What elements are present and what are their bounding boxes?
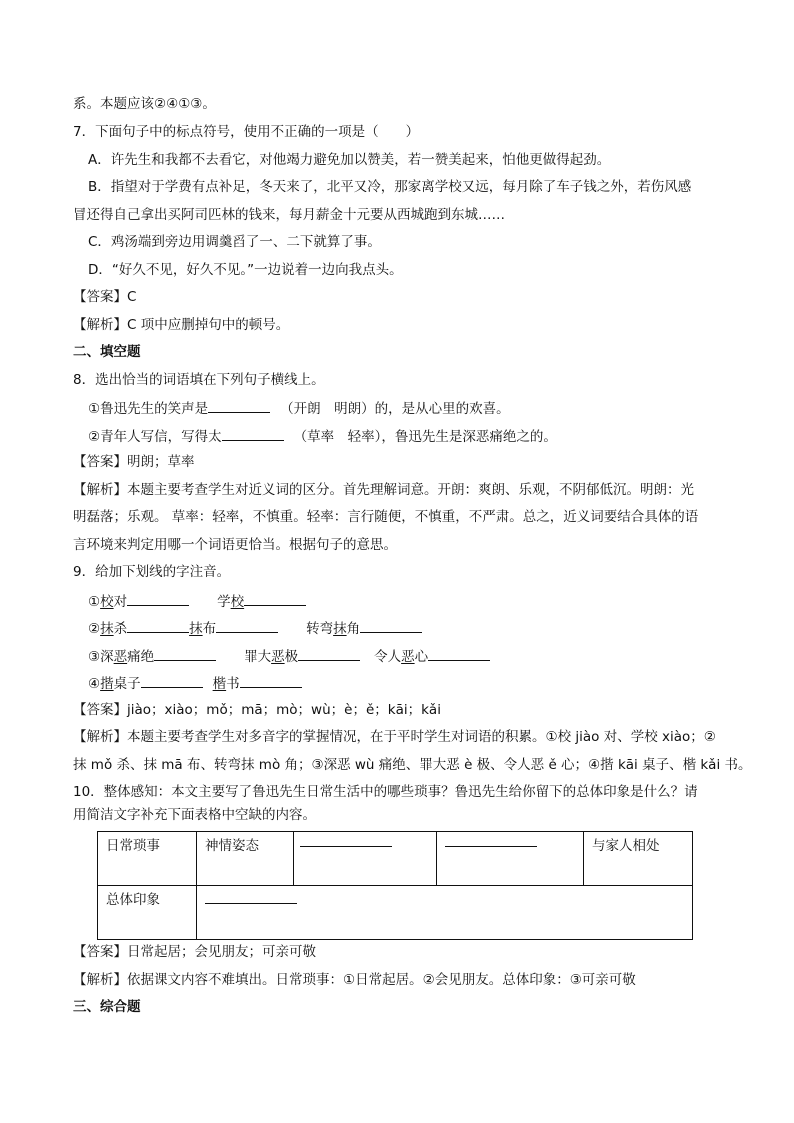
q9-blank	[141, 673, 203, 688]
blank-answer-line	[300, 846, 392, 847]
blank-answer-line	[445, 846, 537, 847]
q9-stem: 9．给加下划线的字注音。	[73, 564, 231, 580]
q9-blank	[240, 673, 302, 688]
table-cell	[584, 832, 693, 886]
q8-blank-1	[208, 398, 270, 413]
q9-blank	[244, 591, 306, 606]
q9-r1-w2-pre: 学	[217, 594, 231, 610]
q9-r4-w1-post: 桌子	[113, 676, 141, 692]
q8-analysis-line1: 【解析】本题主要考查学生对近义词的区分。首先理解词意。开朗：爽朗、乐观，不阴郁低沉。明朗：光	[73, 482, 694, 498]
q9-r1-w1-underlined: 校	[100, 594, 114, 610]
q9-row-1	[88, 591, 306, 611]
q9-r3-w1-post: 痛绝	[127, 649, 155, 665]
q8-stem: 8．选出恰当的词语填在下列句子横线上。	[73, 372, 325, 388]
q8-analysis-line2: 明磊落；乐观。 草率：轻率，不慎重。轻率：言行随便，不慎重，不严肃。总之，近义词要结合具体的语	[73, 509, 699, 525]
q9-r3-w1-pre: ③深	[88, 649, 114, 665]
q9-r1-w1-post: 对	[113, 594, 128, 610]
q9-r1-w2-underlined: 校	[230, 594, 245, 610]
q8-analysis-line3: 言环境来判定用哪一个词语更恰当。根据句子的意思。	[73, 537, 397, 553]
q9-blank	[154, 646, 216, 661]
q9-r2-w1-underlined: 抹	[100, 621, 114, 637]
q9-r3-w2-post: 极	[284, 649, 299, 665]
q10-stem-line1: 10．整体感知：本文主要写了鲁迅先生日常生活中的哪些琐事？鲁迅先生给你留下的总体印象是什么？请	[73, 784, 698, 800]
q9-analysis-line2: 抹 mǒ 杀、抹 mā 布、转弯抹 mò 角；③深恶 wù 痛绝、罪大恶 è 极、令人恶 ě 心；④揩 kāi 桌子、楷 kǎi 书。	[73, 757, 752, 773]
q9-r4-w1-pre: ④	[88, 676, 101, 692]
q8-answer: 【答案】明朗；草率	[73, 454, 195, 470]
q9-r3-w1-underlined: 恶	[113, 649, 128, 665]
q8-s1-prefix: ①鲁迅先生的笑声是	[88, 401, 209, 417]
q9-r2-w2-underlined: 抹	[189, 621, 203, 637]
section-2-title: 二、填空题	[73, 344, 141, 360]
q9-row-2	[88, 618, 422, 638]
q7-option-d: D．“好久不见，好久不见。”一边说着一边向我点头。	[88, 262, 403, 278]
q9-blank	[298, 646, 360, 661]
row2-header: 总体印象	[106, 892, 160, 908]
q9-blank	[127, 618, 189, 633]
table-cell	[197, 832, 294, 886]
table-cell	[437, 832, 584, 886]
q9-r3-w3-post: 心	[414, 649, 429, 665]
q7-option-c: C．鸡汤端到旁边用调羹舀了一、二下就算了事。	[88, 234, 381, 250]
row1-header: 日常琐事	[106, 838, 160, 854]
q9-r1-w1-pre: ①	[88, 594, 101, 610]
row1-cell-4: 与家人相处	[592, 838, 660, 854]
q9-r2-w3-pre: 转弯	[306, 621, 334, 637]
table-row	[98, 886, 693, 940]
q8-s2-prefix: ②青年人写信，写得太	[88, 429, 222, 445]
q7-option-b-line2: 冒还得自己拿出买阿司匹林的钱来，每月薪金十元要从西城跑到东城……	[73, 207, 505, 223]
q9-r3-w2-underlined: 恶	[271, 649, 285, 665]
q9-r4-w1-underlined: 揩	[100, 676, 114, 692]
q10-summary-table	[97, 831, 693, 940]
q9-r3-w3-underlined: 恶	[401, 649, 415, 665]
q7-option-a: A．许先生和我都不去看它，对他竭力避免加以赞美，若一赞美起来，怕他更做得起劲。	[88, 152, 611, 168]
table-cell	[294, 832, 437, 886]
previous-analysis-tail: 系。本题应该②④①③。	[73, 96, 216, 112]
q9-blank	[127, 591, 189, 606]
q9-blank	[360, 618, 422, 633]
q7-stem: 7．下面句子中的标点符号，使用不正确的一项是（ ）	[73, 124, 420, 140]
q9-r2-w3-underlined: 抹	[333, 621, 347, 637]
q9-blank	[428, 646, 490, 661]
section-3-title: 三、综合题	[73, 999, 141, 1015]
q8-sentence-1	[88, 398, 510, 418]
table-cell	[98, 886, 197, 940]
q8-s2-suffix: （草率 轻率），鲁迅先生是深恶痛绝之的。	[293, 429, 557, 445]
q10-answer: 【答案】日常起居；会见朋友；可亲可敬	[73, 944, 316, 960]
q9-r4-w2-underlined: 楷	[212, 676, 227, 692]
q8-blank-2	[222, 426, 284, 441]
table-cell	[98, 832, 197, 886]
q9-r2-w1-pre: ②	[88, 621, 101, 637]
q9-row-3	[88, 646, 490, 666]
q9-answer: 【答案】jiào；xiào；mǒ；mā；mò；wù；è；ě；kāi；kǎi	[73, 702, 441, 718]
row1-cell-1: 神情姿态	[205, 838, 259, 854]
q9-r3-w3-pre: 令人	[374, 649, 402, 665]
q9-r4-w2-post: 书	[226, 676, 240, 692]
q8-s1-suffix: （开朗 明朗）的，是从心里的欢喜。	[280, 401, 510, 417]
table-cell	[197, 886, 693, 940]
q8-sentence-2	[88, 426, 557, 446]
q9-blank	[216, 618, 278, 633]
q9-analysis-line1: 【解析】本题主要考查学生对多音字的掌握情况，在于平时学生对词语的积累。①校 jiào 对、学校 xiào；②	[73, 729, 716, 745]
q9-r2-w2-post: 布	[202, 621, 217, 637]
table-row	[98, 832, 693, 886]
q7-analysis: 【解析】C 项中应删掉句中的顿号。	[73, 317, 290, 333]
blank-answer-line	[205, 903, 297, 904]
q10-stem-line2: 用简洁文字补充下面表格中空缺的内容。	[73, 807, 316, 823]
q10-analysis: 【解析】依据课文内容不难填出。日常琐事：①日常起居。②会见朋友。总体印象：③可亲可敬	[73, 972, 636, 988]
q9-r3-w2-pre: 罪大	[244, 649, 272, 665]
q9-r2-w3-post: 角	[346, 621, 361, 637]
q9-row-4	[88, 673, 302, 693]
q7-option-b-line1: B．指望对于学费有点补足，冬天来了，北平又冷，那家离学校又远，每月除了车子钱之外，若伤风感	[88, 179, 692, 195]
q7-answer: 【答案】C	[73, 289, 137, 305]
q9-r2-w1-post: 杀	[113, 621, 128, 637]
